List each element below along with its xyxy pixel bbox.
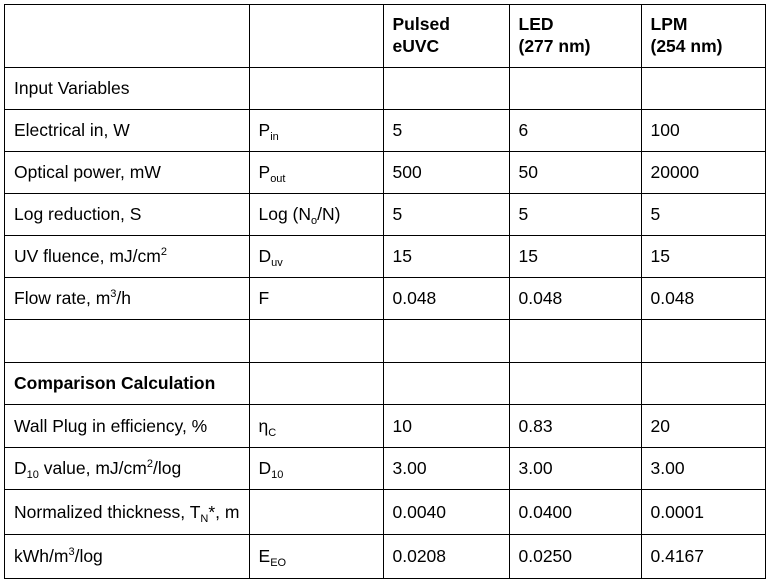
table-row (5, 194, 766, 236)
header-row (5, 5, 766, 68)
cell-led: 0.0400 (509, 490, 641, 535)
cell-pulsed: 5 (383, 110, 509, 152)
header-pulsed-euvc (383, 5, 509, 68)
header-pulsed-line2: eUVC (392, 36, 440, 56)
row-label: Normalized thickness, $T_N*$, m (5, 490, 250, 535)
header-empty-cell (5, 5, 250, 68)
cell-led: 50 (509, 152, 641, 194)
cell-led: 5 (509, 194, 641, 236)
header-lpm (641, 5, 765, 68)
cell-led: 6 (509, 110, 641, 152)
header-led-line2: (277 nm) (518, 36, 591, 56)
cell-led: 0.048 (509, 278, 641, 320)
section-title-calc: Comparison Calculation (5, 363, 250, 405)
cell-pulsed: 5 (383, 194, 509, 236)
cell-led: 3.00 (509, 448, 641, 490)
row-label: Log reduction, S (5, 194, 250, 236)
row-label: Flow rate, $m^3/h$ (5, 278, 250, 320)
row-symbol (249, 490, 383, 535)
header-led (509, 5, 641, 68)
row-symbol: $E_{EO}$ (249, 535, 383, 579)
section-row-input (5, 68, 766, 110)
cell-lpm: 0.0001 (641, 490, 765, 535)
row-label: Optical power, mW (5, 152, 250, 194)
cell-led: 15 (509, 236, 641, 278)
table-row (5, 236, 766, 278)
row-symbol: $P_{out}$ (249, 152, 383, 194)
table-row (5, 278, 766, 320)
row-label: kWh/$m^3/\log$ (5, 535, 250, 579)
header-pulsed-line1: Pulsed (392, 14, 450, 34)
cell-lpm: 20000 (641, 152, 765, 194)
table-row (5, 405, 766, 448)
row-symbol: $D_{uv}$ (249, 236, 383, 278)
row-label: Electrical in, W (5, 110, 250, 152)
table-row (5, 490, 766, 535)
row-symbol: $\eta_C$ (249, 405, 383, 448)
row-symbol: F (249, 278, 383, 320)
cell-pulsed: 15 (383, 236, 509, 278)
cell-pulsed: 0.0040 (383, 490, 509, 535)
cell-lpm: 0.048 (641, 278, 765, 320)
table-row (5, 110, 766, 152)
cell-lpm: 20 (641, 405, 765, 448)
spacer-row (5, 320, 766, 363)
cell-lpm: 5 (641, 194, 765, 236)
cell-pulsed: 500 (383, 152, 509, 194)
cell-lpm: 0.4167 (641, 535, 765, 579)
cell-pulsed: 10 (383, 405, 509, 448)
cell-led: 0.0250 (509, 535, 641, 579)
header-lpm-line2: (254 nm) (650, 36, 723, 56)
row-label: UV fluence, $mJ/cm^2$ (5, 236, 250, 278)
cell-lpm: 100 (641, 110, 765, 152)
section-row-calc (5, 363, 766, 405)
header-led-line1: LED (518, 14, 554, 34)
cell-pulsed: 3.00 (383, 448, 509, 490)
section-title-input: Input Variables (5, 68, 250, 110)
comparison-table (4, 4, 766, 579)
row-symbol: Log $(N_o/N)$ (249, 194, 383, 236)
row-symbol: $P_{in}$ (249, 110, 383, 152)
row-symbol: $D_{10}$ (249, 448, 383, 490)
table-row (5, 535, 766, 579)
cell-lpm: 15 (641, 236, 765, 278)
cell-led: 0.83 (509, 405, 641, 448)
header-lpm-line1: LPM (650, 14, 688, 34)
table-row (5, 152, 766, 194)
table-row (5, 448, 766, 490)
row-label: Wall Plug in efficiency, % (5, 405, 250, 448)
cell-pulsed: 0.0208 (383, 535, 509, 579)
row-label: $D_{10}$ value, $mJ/cm^2/\log$ (5, 448, 250, 490)
cell-lpm: 3.00 (641, 448, 765, 490)
header-symbol-cell (249, 5, 383, 68)
cell-pulsed: 0.048 (383, 278, 509, 320)
